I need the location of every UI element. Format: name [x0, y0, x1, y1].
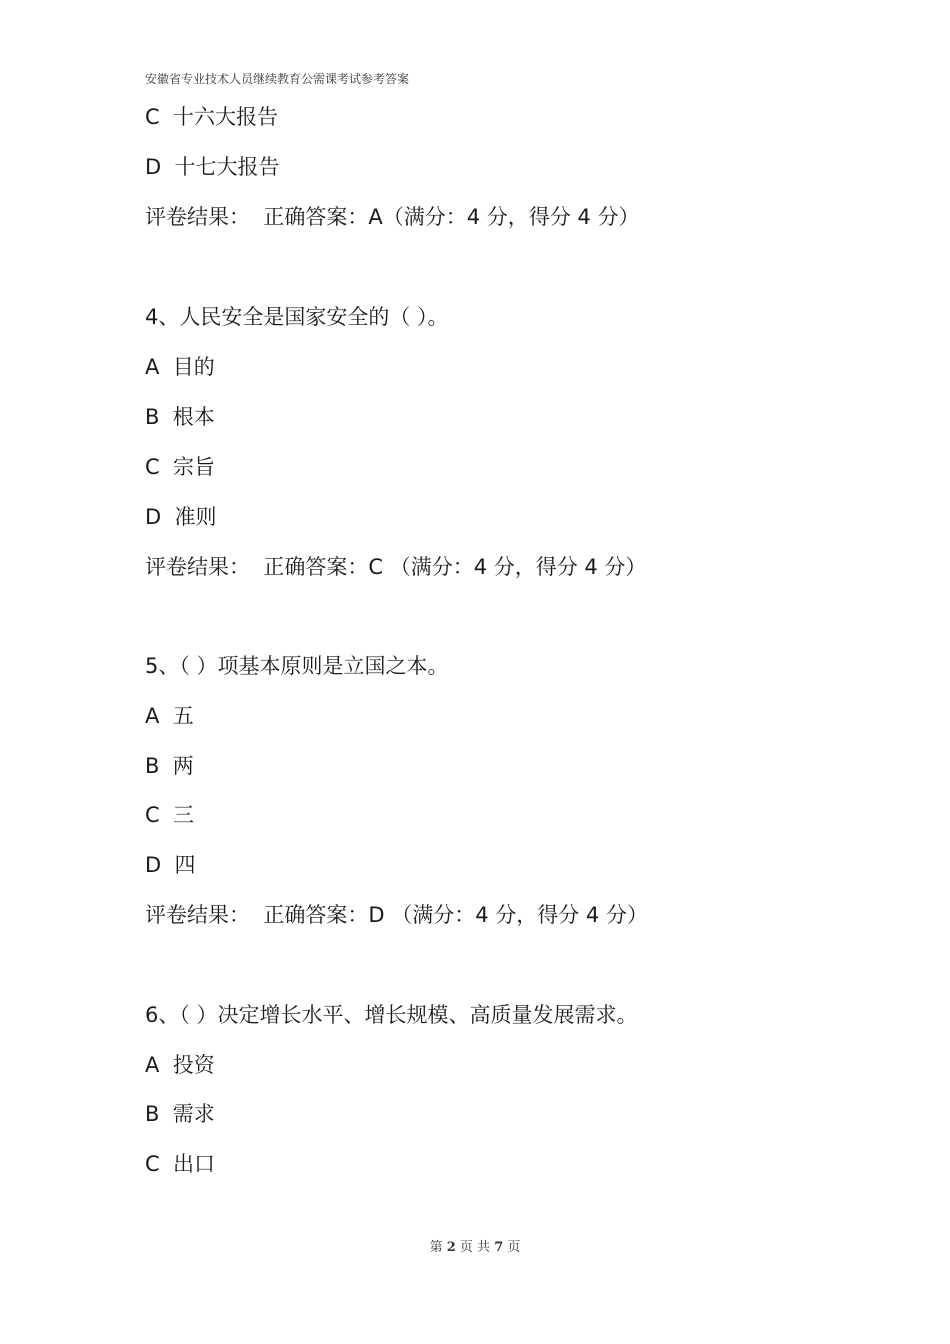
footer-suffix: 页 — [507, 1240, 521, 1255]
question-5: 5、（ ）项基本原则是立国之本。 — [145, 654, 449, 678]
result-line: 评卷结果： 正确答案：D （满分：4 分，得分 4 分） — [145, 903, 648, 927]
option-c: C 出口 — [145, 1152, 216, 1176]
option-d: D 十七大报告 — [145, 155, 280, 179]
option-b: B 需求 — [145, 1102, 215, 1126]
total-page-number: 7 — [494, 1240, 504, 1255]
current-page-number: 2 — [446, 1240, 456, 1255]
option-c: C 十六大报告 — [145, 105, 279, 129]
footer-prefix: 第 — [429, 1240, 443, 1255]
result-line: 评卷结果： 正确答案：A（满分：4 分，得分 4 分） — [145, 205, 640, 229]
option-a: A 五 — [145, 704, 194, 728]
page-header: 安徽省专业技术人员继续教育公需课考试参考答案 — [145, 72, 410, 86]
option-a: A 目的 — [145, 355, 215, 379]
question-4: 4、人民安全是国家安全的（ ）。 — [145, 305, 449, 329]
option-a: A 投资 — [145, 1053, 215, 1077]
question-6: 6、（ ）决定增长水平、增长规模、高质量发展需求。 — [145, 1003, 638, 1027]
option-b: B 根本 — [145, 405, 215, 429]
option-b: B 两 — [145, 754, 194, 778]
option-c: C 三 — [145, 803, 195, 827]
option-d: D 准则 — [145, 505, 217, 529]
option-d: D 四 — [145, 853, 196, 877]
footer-middle: 页 共 — [459, 1240, 491, 1255]
page-footer — [0, 1236, 950, 1255]
option-c: C 宗旨 — [145, 455, 216, 479]
result-line: 评卷结果： 正确答案：C （满分：4 分，得分 4 分） — [145, 555, 647, 579]
